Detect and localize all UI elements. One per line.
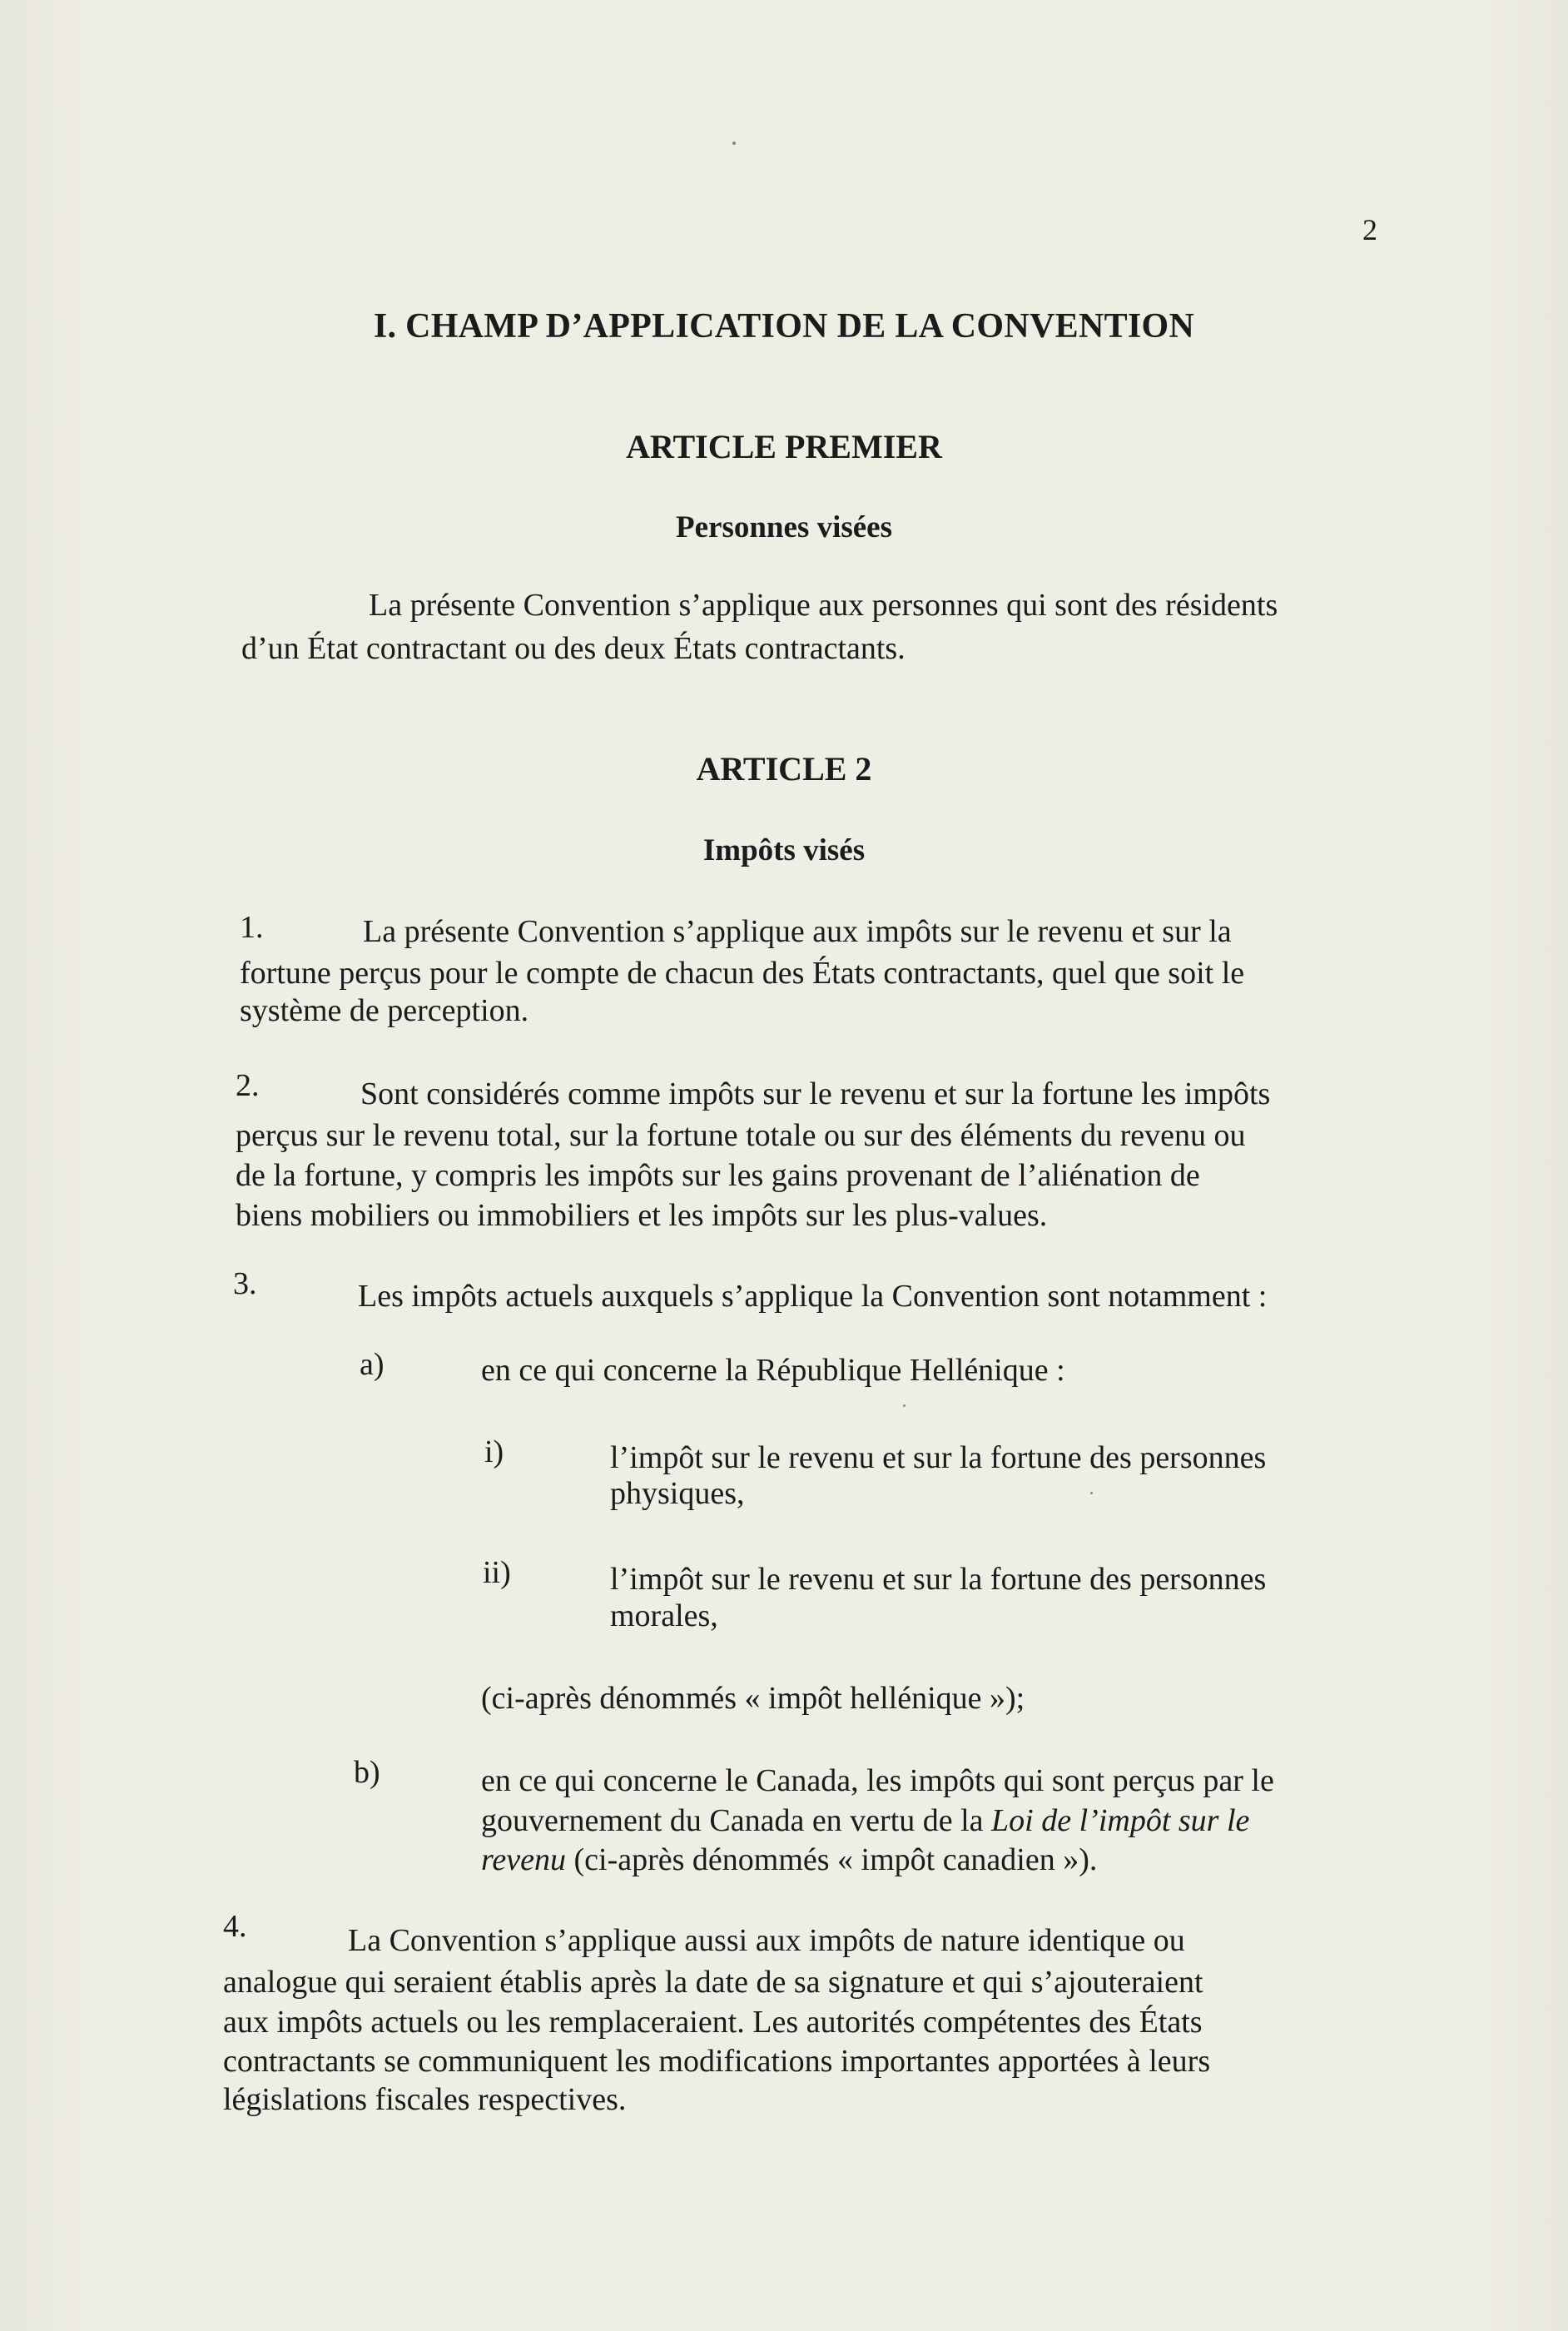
para-3a-ii-line-2: morales,: [610, 1598, 718, 1633]
para-1-line-3: système de perception.: [240, 993, 529, 1028]
para-2-line-2: perçus sur le revenu total, sur la fortune totale ou sur des éléments du revenu ou: [236, 1118, 1246, 1153]
para-3-intro: Les impôts actuels auxquels s’applique la Convention sont notamment :: [358, 1279, 1268, 1314]
para-4-line-5: législations fiscales respectives.: [223, 2082, 627, 2117]
article-2-subtitle: Impôts visés: [702, 833, 866, 867]
para-4-line-3: aux impôts actuels ou les remplaceraient. Les autorités compétentes des États: [223, 2005, 1203, 2040]
para-3a-ii-line-1: l’impôt sur le revenu et sur la fortune des personnes: [610, 1562, 1267, 1597]
para-3b-line-3-text: (ci-après dénommés « impôt canadien »).: [565, 1842, 1098, 1877]
page-number: 2: [1362, 213, 1377, 246]
article-1-title: ARTICLE PREMIER: [626, 428, 942, 465]
speck-mark: [903, 1404, 906, 1407]
para-1-number: 1.: [240, 910, 264, 945]
para-3a-i-line-2: physiques,: [610, 1476, 745, 1511]
speck-mark: [1090, 1492, 1093, 1494]
para-4-line-1: La Convention s’applique aussi aux impôts de nature identique ou: [348, 1923, 1185, 1958]
para-2-line-3: de la fortune, y compris les impôts sur les gains provenant de l’aliénation de: [236, 1158, 1200, 1193]
article-1-line-1: La présente Convention s’applique aux personnes qui sont des résidents: [369, 588, 1278, 623]
para-2-line-4: biens mobiliers ou immobiliers et les impôts sur les plus-values.: [236, 1198, 1048, 1233]
para-4-line-2: analogue qui seraient établis après la date de sa signature et qui s’ajouteraient: [223, 1965, 1203, 2000]
para-4-line-4: contractants se communiquent les modifications importantes apportées à leurs: [223, 2044, 1211, 2079]
para-3b-line-2-text: gouvernement du Canada en vertu de la: [481, 1803, 992, 1838]
article-2-title: ARTICLE 2: [696, 750, 872, 788]
para-2-number: 2.: [236, 1068, 260, 1103]
para-3b-line-1: en ce qui concerne le Canada, les impôts qui sont perçus par le: [481, 1763, 1274, 1798]
para-3a-i-line-1: l’impôt sur le revenu et sur la fortune des personnes: [610, 1440, 1267, 1475]
para-3b-line-2: [481, 1801, 1249, 1841]
section-title: I. CHAMP D’APPLICATION DE LA CONVENTION: [373, 307, 1195, 345]
para-2-line-1: Sont considérés comme impôts sur le revenu et sur la fortune les impôts: [360, 1076, 1271, 1111]
para-3a-i-label: i): [484, 1434, 504, 1469]
para-3a-ii-label: ii): [483, 1555, 511, 1590]
para-1-line-2: fortune perçus pour le compte de chacun des États contractants, quel que soit le: [240, 956, 1245, 991]
para-3b-line-3: [481, 1840, 1097, 1880]
para-3b-law-title-part-1: Loi de l’impôt sur le: [991, 1803, 1250, 1838]
para-3b-label: b): [354, 1755, 380, 1790]
para-3b-law-title-part-2: revenu: [481, 1842, 566, 1877]
para-3a-label: a): [360, 1347, 385, 1382]
para-3a-note: (ci-après dénommés « impôt hellénique »);: [481, 1681, 1025, 1716]
para-1-line-1: La présente Convention s’applique aux impôts sur le revenu et sur la: [363, 914, 1232, 949]
speck-mark: [732, 142, 736, 145]
article-1-subtitle: Personnes visées: [676, 510, 892, 544]
para-4-number: 4.: [223, 1909, 247, 1944]
para-3-number: 3.: [233, 1266, 257, 1301]
para-3a-text: en ce qui concerne la République Hellénique :: [481, 1353, 1065, 1388]
article-1-line-2: d’un État contractant ou des deux États contractants.: [241, 631, 906, 666]
